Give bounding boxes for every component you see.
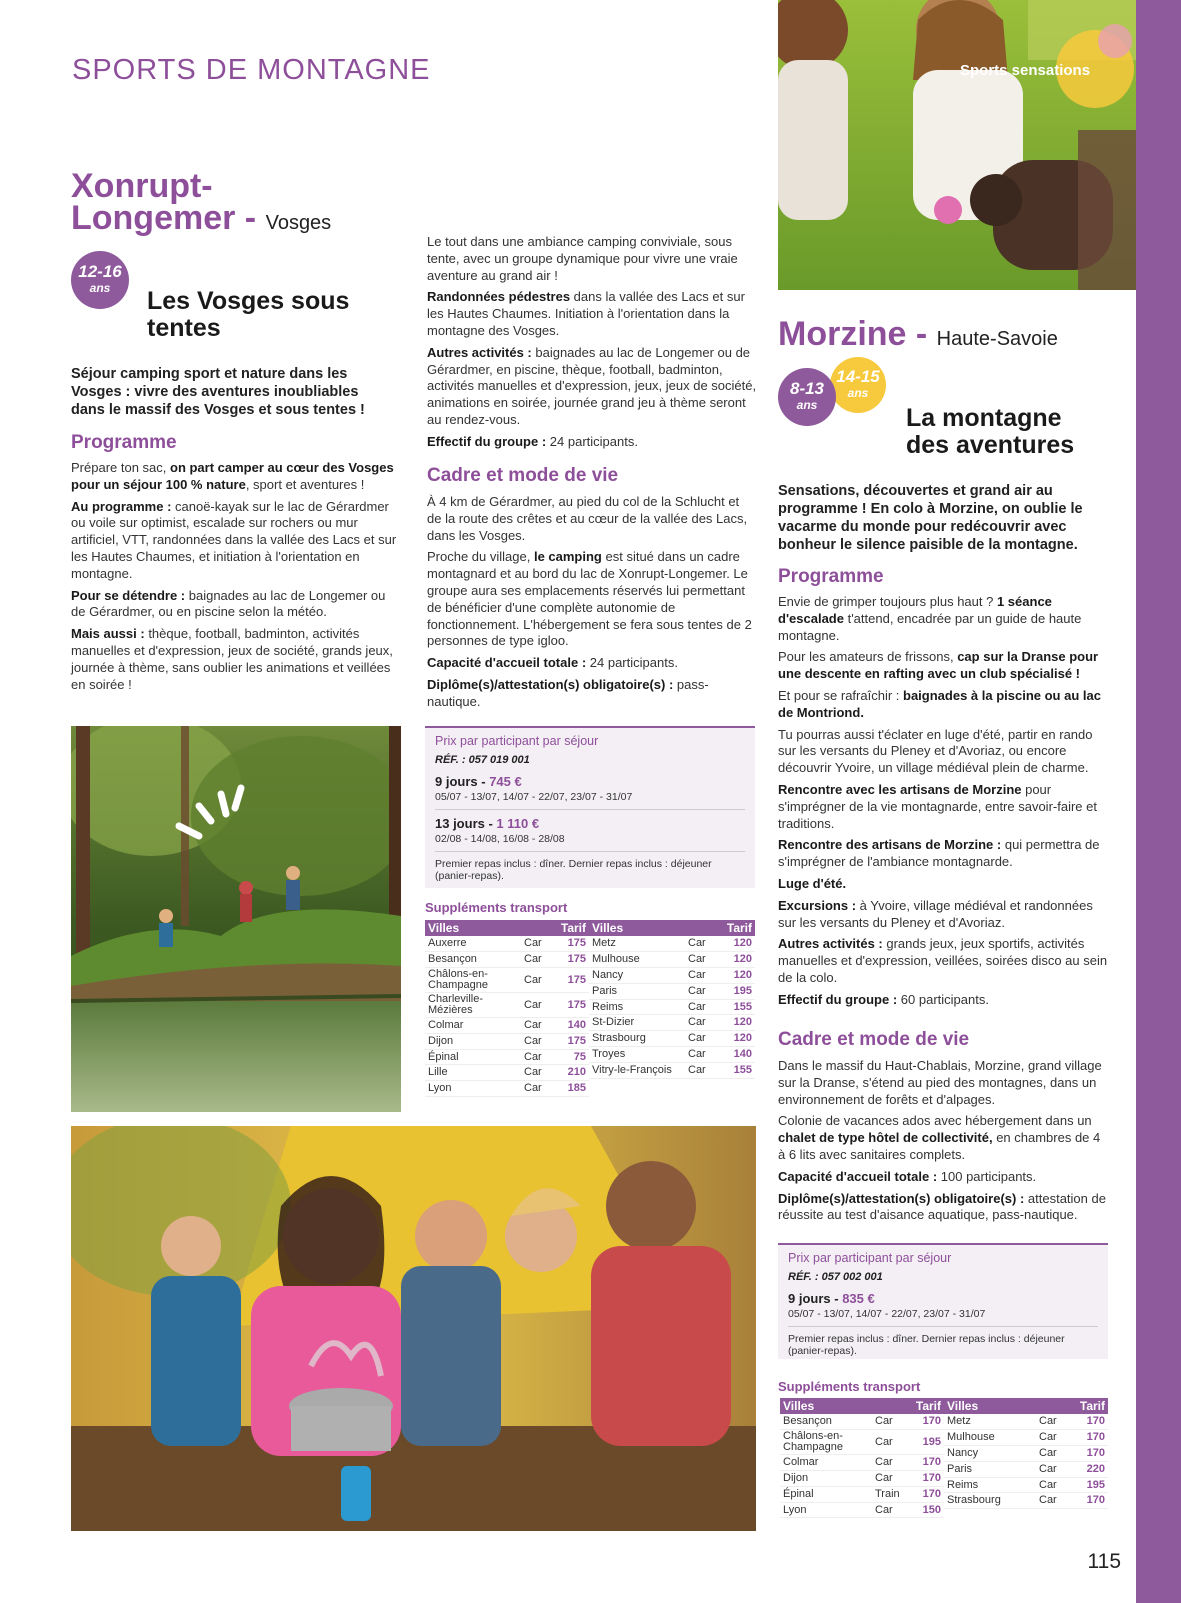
transport-mode: Car — [1036, 1477, 1076, 1493]
transport-mode: Car — [521, 936, 555, 952]
campfire-group-photo — [71, 1126, 756, 1531]
transport-city: St-Dizier — [589, 1015, 685, 1031]
transport-mode: Car — [685, 999, 721, 1015]
transport-city: Vitry-le-François — [589, 1062, 685, 1078]
transport-price: 170 — [1076, 1430, 1108, 1446]
transport-mode: Train — [872, 1486, 912, 1502]
xon-dates-13j: 02/08 - 14/08, 16/08 - 28/08 — [435, 833, 745, 852]
transport-price: 170 — [912, 1414, 944, 1430]
transport-row — [425, 1049, 589, 1065]
xon-transport-title: Suppléments transport — [425, 900, 568, 915]
mor-price-ref: RÉF. : 057 002 001 — [788, 1271, 883, 1283]
xon-programme-text: Prépare ton sac, on part camper au cœur des Vosges pour un séjour 100 % nature, sport et aventures ! Au programme : canoë-kayak sur le lac de Gérardmer ou voile sur optimist, escalade sur rochers ou mur artificiel, VTT, randonnées dans la vallée des Lacs et sur les Hautes Chaumes, et initiation à l'orientation en montagne. Pour se détendre : baignades au lac de Longemer ou de Gérardmer, ou en piscine selon la météo. Mais aussi : thèque, football, badminton, activités manuelles et d'expression, jeux de société, grands jeux, journée à thème, sans oublier les animations et veillées en soirée ! — [71, 460, 397, 692]
label-bubble-pink — [1098, 24, 1132, 58]
transport-price: 195 — [912, 1430, 944, 1455]
xon-transport-table-right: Villes Tarif Metz Car 120 Mulhouse Car 120 Nancy Car 120 Paris Car 195 Reims Car 155 St-Dizier Car 120 Strasbourg Car 120 Troyes Car 140 Vitry-le-François Car 155 — [589, 920, 755, 1079]
transport-price: 170 — [1076, 1446, 1108, 1462]
transport-mode: Car — [521, 1049, 555, 1065]
transport-city: Strasbourg — [589, 1031, 685, 1047]
transport-city: Épinal — [425, 1049, 521, 1065]
transport-price: 170 — [1076, 1414, 1108, 1430]
transport-row — [589, 999, 755, 1015]
transport-price: 120 — [721, 1031, 755, 1047]
transport-row — [780, 1486, 944, 1502]
transport-row — [589, 1047, 755, 1063]
transport-mode: Car — [685, 983, 721, 999]
mor-cadre-text: Dans le massif du Haut-Chablais, Morzine, grand village sur la Dranse, s'étend au pied des montagnes, dans un environnement de forêts et d'alpages. Colonie de vacances ados avec hébergement dans un chalet de type hôtel de collectivité, en chambres de 4 à 6 lits avec sanitaires complets. Capacité d'accueil totale : 100 participants. Diplôme(s)/attestation(s) obligatoire(s) : attestation de réussite au test d'aisance aquatique, pass-nautique. — [778, 1058, 1106, 1223]
transport-row — [425, 968, 589, 993]
transport-row — [425, 1033, 589, 1049]
mor-programme-heading: Programme — [778, 566, 884, 587]
transport-price: 170 — [912, 1455, 944, 1471]
transport-mode: Car — [521, 1033, 555, 1049]
transport-row — [589, 952, 755, 968]
xon-title-line2: tentes — [147, 314, 221, 342]
transport-row — [425, 1081, 589, 1097]
mor-meal-note: Premier repas inclus : dîner. Dernier repas inclus : déjeuner (panier-repas). — [788, 1333, 1065, 1357]
transport-price: 170 — [912, 1486, 944, 1502]
transport-city: Mulhouse — [589, 952, 685, 968]
transport-city: Reims — [589, 999, 685, 1015]
transport-price: 195 — [721, 983, 755, 999]
xon-badge-ans: ans — [89, 281, 111, 295]
transport-price: 120 — [721, 936, 755, 952]
transport-city: Dijon — [780, 1471, 872, 1487]
transport-row — [589, 983, 755, 999]
mor-title-line2: des aventures — [906, 431, 1075, 459]
transport-city: Colmar — [780, 1455, 872, 1471]
mor-destination — [778, 315, 1058, 355]
transport-row — [425, 1018, 589, 1034]
transport-city: Lyon — [425, 1081, 521, 1097]
transport-price: 170 — [912, 1471, 944, 1487]
transport-mode: Car — [685, 1047, 721, 1063]
transport-city: Épinal — [780, 1486, 872, 1502]
transport-price: 155 — [721, 1062, 755, 1078]
corner-label: Sports sensations — [960, 62, 1091, 79]
xon-cadre-text: À 4 km de Gérardmer, au pied du col de la Schlucht et de la route des crêtes et au cœur de la vallée des Lacs, dans les Vosges. Proche du village, le camping est situé dans un cadre montagnard et au bord du lac de Xonrupt-Longemer. Le groupe aura ses emplacements réservés lui permettant de bénéficier d'une complète autonomie de fonctionnement. L'hébergement se fera sous tentes de 2 personnes de type igloo. Capacité d'accueil totale : 24 participants. Diplôme(s)/attestation(s) obligatoire(s) : pass-nautique. — [427, 494, 752, 709]
transport-row — [589, 968, 755, 984]
xon-badge-age: 12-16 — [78, 262, 122, 281]
transport-price: 150 — [912, 1502, 944, 1518]
transport-row — [780, 1471, 944, 1487]
xon-meal-note: Premier repas inclus : dîner. Dernier repas inclus : déjeuner (panier-repas). — [435, 858, 712, 882]
transport-row — [944, 1414, 1108, 1430]
mor-title-line1: La montagne — [906, 404, 1062, 432]
mor-price-title: Prix par participant par séjour — [788, 1251, 952, 1265]
transport-city: Nancy — [944, 1446, 1036, 1462]
forest-hike-photo — [71, 726, 401, 1112]
xon-title-line1: Les Vosges sous — [147, 287, 350, 315]
mor-price-9j: 9 jours - 835 € — [788, 1291, 875, 1306]
transport-price: 185 — [555, 1081, 589, 1097]
mor-badge1-age: 8-13 — [789, 379, 825, 398]
xon-price-ref: RÉF. : 057 019 001 — [435, 754, 530, 766]
transport-mode: Car — [872, 1502, 912, 1518]
transport-city: Auxerre — [425, 936, 521, 952]
xon-programme-heading: Programme — [71, 432, 177, 453]
transport-price: 175 — [555, 993, 589, 1018]
transport-row — [944, 1446, 1108, 1462]
mor-badge2-ans: ans — [847, 386, 869, 400]
transport-row — [589, 1062, 755, 1078]
xon-price-13j: 13 jours - 1 110 € — [435, 816, 540, 831]
transport-row — [780, 1430, 944, 1455]
xon-price-9j: 9 jours - 745 € — [435, 774, 522, 789]
transport-mode: Car — [521, 1065, 555, 1081]
transport-row — [780, 1455, 944, 1471]
transport-price: 140 — [721, 1047, 755, 1063]
xon-price-title: Prix par participant par séjour — [435, 734, 599, 748]
transport-mode: Car — [521, 968, 555, 993]
transport-price: 175 — [555, 936, 589, 952]
mor-badge1-ans: ans — [796, 398, 818, 412]
transport-row — [780, 1502, 944, 1518]
transport-price: 210 — [555, 1065, 589, 1081]
section-title: SPORTS DE MONTAGNE — [72, 54, 431, 86]
page-number: 115 — [1087, 1550, 1121, 1573]
mor-price-box — [778, 1243, 1108, 1359]
transport-mode: Car — [685, 1062, 721, 1078]
transport-city: Metz — [589, 936, 685, 952]
transport-price: 75 — [555, 1049, 589, 1065]
transport-mode: Car — [521, 952, 555, 968]
xon-dates-9j: 05/07 - 13/07, 14/07 - 22/07, 23/07 - 31/07 — [435, 791, 745, 810]
mor-badge2-age: 14-15 — [836, 367, 880, 386]
transport-row — [425, 993, 589, 1018]
transport-price: 170 — [1076, 1493, 1108, 1509]
transport-city: Strasbourg — [944, 1493, 1036, 1509]
transport-city: Nancy — [589, 968, 685, 984]
transport-row — [589, 1015, 755, 1031]
mor-dates-9j: 05/07 - 13/07, 14/07 - 22/07, 23/07 - 31/07 — [788, 1308, 1098, 1327]
transport-mode: Car — [872, 1455, 912, 1471]
transport-price: 175 — [555, 1033, 589, 1049]
xon-dest-line1: Xonrupt- — [71, 167, 213, 205]
transport-mode: Car — [872, 1430, 912, 1455]
transport-city: Troyes — [589, 1047, 685, 1063]
mor-transport-table-left: Villes Tarif Besançon Car 170 Châlons-en-Champagne Car 195 Colmar Car 170 Dijon Car 170 Épinal Train 170 Lyon Car 150 — [780, 1398, 944, 1518]
transport-mode: Car — [1036, 1414, 1076, 1430]
transport-city: Lyon — [780, 1502, 872, 1518]
transport-row — [589, 936, 755, 952]
mor-transport-table-right: Villes Tarif Metz Car 170 Mulhouse Car 170 Nancy Car 170 Paris Car 220 Reims Car 195 Strasbourg Car 170 — [944, 1398, 1108, 1509]
transport-mode: Car — [1036, 1461, 1076, 1477]
mor-dest: Morzine - — [778, 315, 928, 353]
transport-mode: Car — [1036, 1493, 1076, 1509]
transport-city: Metz — [944, 1414, 1036, 1430]
xon-region: Vosges — [265, 212, 332, 234]
transport-price: 120 — [721, 1015, 755, 1031]
transport-mode: Car — [521, 993, 555, 1018]
transport-mode: Car — [685, 936, 721, 952]
transport-mode: Car — [521, 1018, 555, 1034]
xon-stay-title — [147, 288, 349, 342]
transport-row — [589, 1031, 755, 1047]
transport-row — [944, 1493, 1108, 1509]
transport-city: Reims — [944, 1477, 1036, 1493]
transport-row — [780, 1414, 944, 1430]
transport-price: 175 — [555, 952, 589, 968]
transport-price: 175 — [555, 968, 589, 993]
transport-city: Châlons-en-Champagne — [780, 1430, 872, 1455]
mor-age-badge-1 — [778, 368, 836, 426]
transport-price: 120 — [721, 968, 755, 984]
transport-city: Besançon — [425, 952, 521, 968]
mor-stay-title — [906, 405, 1074, 459]
transport-price: 120 — [721, 952, 755, 968]
xon-transport-table-left: Villes Tarif Auxerre Car 175 Besançon Car 175 Châlons-en-Champagne Car 175 Charleville-Mézières Car 175 Colmar Car 140 Dijon Car 175 Épinal Car 75 Lille Car 210 Lyon Car 185 — [425, 920, 589, 1097]
transport-price: 195 — [1076, 1477, 1108, 1493]
mor-programme-text: Envie de grimper toujours plus haut ? 1 séance d'escalade t'attend, encadrée par un guide de haute montagne. Pour les amateurs de frissons, cap sur la Dranse pour une descente en rafting avec un club spécialisé ! Et pour se rafraîchir : baignades à la piscine ou au lac de Montriond. Tu pourras aussi t'éclater en luge d'été, partir en rando sur les versants du Pleney et d'Avoriaz, ou encore découvrir Yvoire, un village médiéval plein de charme. Rencontre avec les artisans de Morzine pour s'imprégner de la vie montagnarde, entre savoir-faire et traditions. Rencontre des artisans de Morzine : qui permettra de s'imprégner de l'ambiance montagnarde. Luge d'été. Excursions : à Yvoire, village médiéval et randonnées sur les versants du Pleney et d'Avoriaz. Autres activités : grands jeux, jeux sportifs, activités manuelles et d'expression, veillées, soirées disco au sein de la colo. Effectif du groupe : 60 participants. — [778, 594, 1108, 1007]
transport-mode: Car — [872, 1471, 912, 1487]
mor-region: Haute-Savoie — [936, 328, 1058, 350]
transport-row — [944, 1477, 1108, 1493]
transport-price: 140 — [555, 1018, 589, 1034]
transport-mode: Car — [872, 1414, 912, 1430]
mor-age-badge-2 — [830, 357, 886, 413]
xon-destination — [71, 167, 332, 239]
transport-mode: Car — [521, 1081, 555, 1097]
transport-row — [944, 1430, 1108, 1446]
xon-dest-line2: Longemer - — [71, 199, 257, 237]
transport-price: 220 — [1076, 1461, 1108, 1477]
transport-mode: Car — [685, 968, 721, 984]
transport-mode: Car — [685, 1015, 721, 1031]
side-color-band — [1136, 0, 1181, 1603]
transport-city: Paris — [944, 1461, 1036, 1477]
transport-city: Lille — [425, 1065, 521, 1081]
transport-mode: Car — [685, 952, 721, 968]
xon-price-box — [425, 726, 755, 888]
transport-mode: Car — [685, 1031, 721, 1047]
transport-row — [944, 1461, 1108, 1477]
xon-age-badge — [71, 251, 129, 309]
xon-cadre-heading: Cadre et mode de vie — [427, 465, 619, 486]
transport-city: Châlons-en-Champagne — [425, 968, 521, 993]
mor-transport-title: Suppléments transport — [778, 1379, 921, 1394]
mor-intro: Sensations, découvertes et grand air au programme ! En colo à Morzine, on oublie le vacarme du monde pour redécouvrir avec bonheur le silence paisible de la montagne. — [778, 483, 1083, 553]
transport-mode: Car — [1036, 1430, 1076, 1446]
xon-intro: Séjour camping sport et nature dans les Vosges : vivre des aventures inoubliables dans le massif des Vosges et sous tentes ! — [71, 366, 365, 418]
transport-city: Besançon — [780, 1414, 872, 1430]
transport-mode: Car — [1036, 1446, 1076, 1462]
transport-city: Charleville-Mézières — [425, 993, 521, 1018]
transport-city: Dijon — [425, 1033, 521, 1049]
xon-column2: Le tout dans une ambiance camping conviviale, sous tente, avec un groupe dynamique pour vivre une vraie aventure au grand air ! Randonnées pédestres dans la vallée des Lacs et sur les Hautes Chaumes. Initiation à l'orientation dans la montagne des Vosges. Autres activités : baignades au lac de Longemer ou de Gérardmer, en piscine, thèque, football, badminton, activités manuelles et d'expression, jeux, jeux de société, animations en soirée, journée grand jeu à thème seront au rendez-vous. Effectif du groupe : 24 participants. — [427, 234, 757, 449]
transport-city: Paris — [589, 983, 685, 999]
transport-city: Colmar — [425, 1018, 521, 1034]
transport-row — [425, 1065, 589, 1081]
transport-row — [425, 936, 589, 952]
transport-city: Mulhouse — [944, 1430, 1036, 1446]
transport-row — [425, 952, 589, 968]
mor-cadre-heading: Cadre et mode de vie — [778, 1029, 970, 1050]
transport-price: 155 — [721, 999, 755, 1015]
